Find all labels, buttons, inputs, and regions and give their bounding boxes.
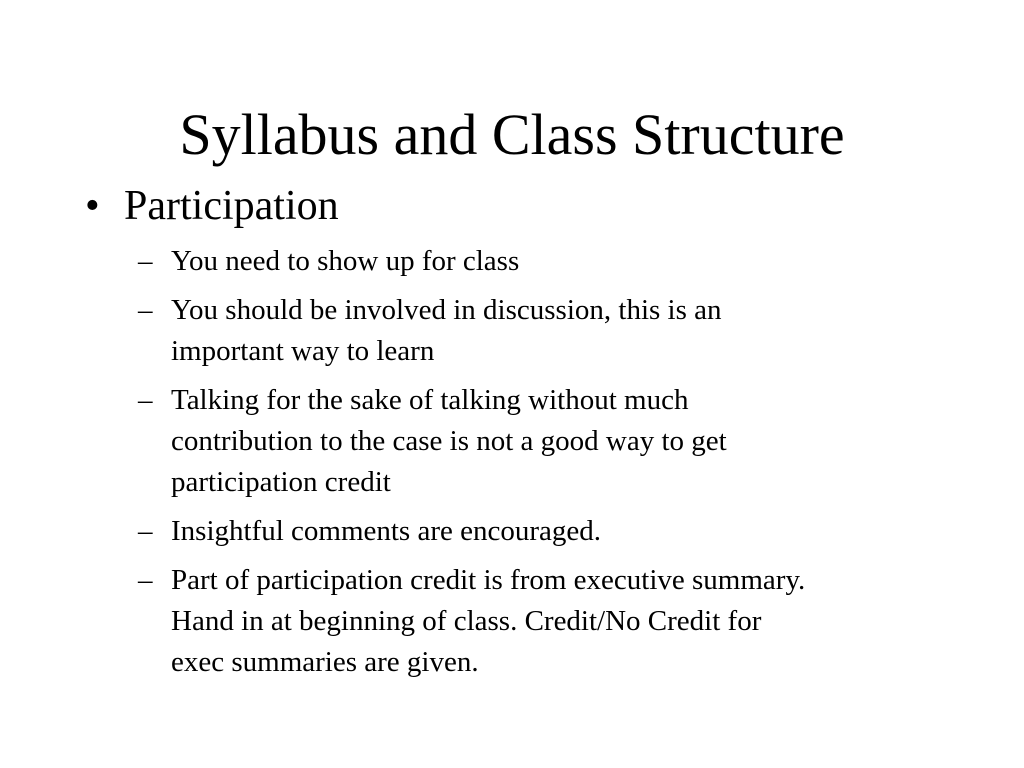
sub-bullet-text: You should be involved in discussion, this is an important way to learn	[171, 294, 722, 367]
sub-bullet-talking	[135, 380, 935, 503]
dash-marker: –	[138, 245, 153, 277]
sub-bullet-text: Talking for the sake of talking without much contribution to the case is not a good way to get participation credit	[171, 384, 727, 498]
main-bullet-text: Participation	[124, 183, 339, 229]
dash-marker: –	[138, 294, 153, 326]
slide-title: Syllabus and Class Structure	[179, 102, 845, 167]
sub-bullet-text: Insightful comments are encouraged.	[171, 515, 602, 547]
sub-bullet-attendance	[135, 241, 935, 282]
dash-marker: –	[138, 515, 153, 547]
dash-marker: –	[138, 564, 153, 596]
sub-bullet-insightful	[135, 511, 935, 552]
bullet-marker: •	[85, 183, 100, 229]
sub-bullet-text: Part of participation credit is from executive summary. Hand in at beginning of class. Credit/No Credit for exec summaries are given.	[171, 564, 806, 678]
sub-bullet-text: You need to show up for class	[171, 245, 520, 277]
sub-bullet-exec-summary	[135, 560, 935, 683]
sub-bullet-discussion	[135, 290, 935, 372]
sub-bullet-list	[135, 241, 935, 691]
dash-marker: –	[138, 384, 153, 416]
